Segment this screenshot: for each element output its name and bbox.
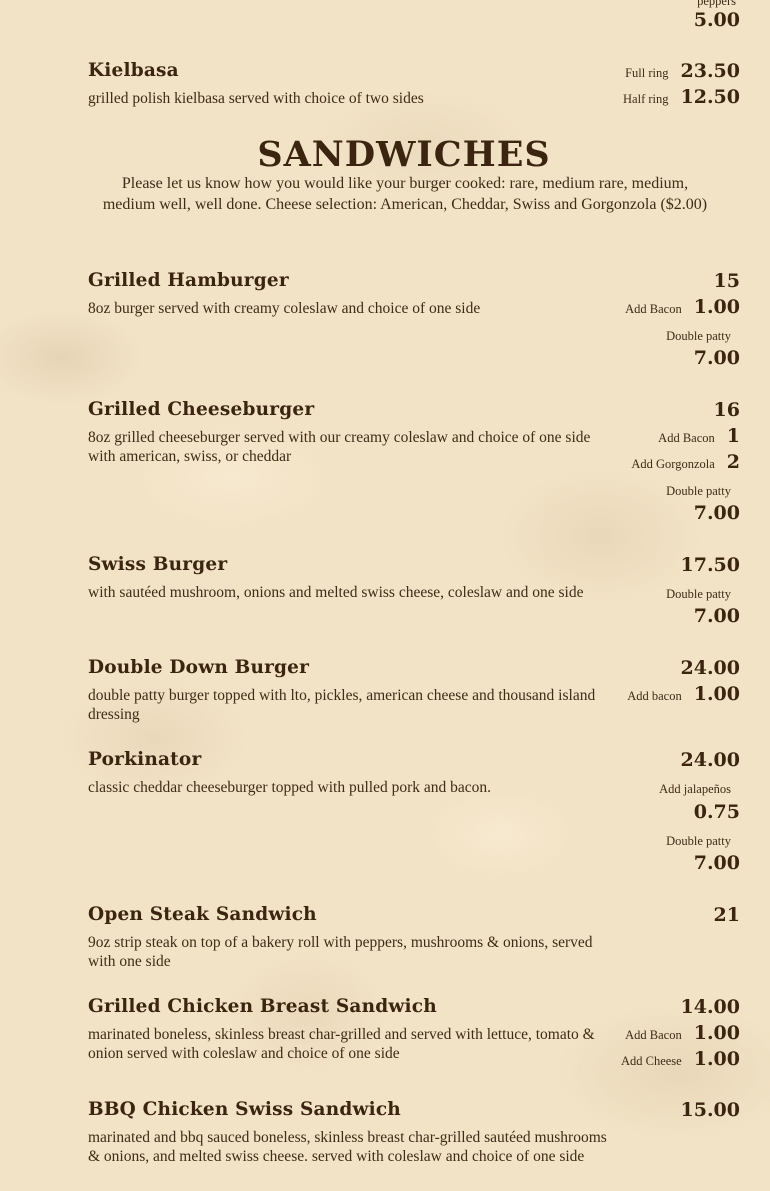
item-name: Grilled Hamburger	[88, 270, 289, 291]
item-name: Double Down Burger	[88, 657, 310, 678]
addon-label: Add Bacon	[658, 431, 715, 445]
item-price: 24.00	[680, 749, 740, 771]
item-desc: 8oz burger served with creamy coleslaw and choice of one side	[88, 300, 481, 317]
addon-price: 7.00	[693, 502, 740, 524]
addon-row	[621, 1048, 740, 1070]
item-name: Swiss Burger	[88, 554, 228, 575]
item-price: 17.50	[680, 554, 740, 576]
addon-row	[631, 451, 740, 473]
item-desc: marinated and bbq sauced boneless, skinless breast char-grilled sautéed mushrooms & onions, and melted swiss cheese. served with coleslaw and choice of one side	[88, 1129, 607, 1165]
addon-label: Add Cheese	[620, 1054, 682, 1068]
addon-label: Add jalapeños	[659, 782, 731, 796]
kielbasa-full-ring	[625, 60, 740, 82]
addon-label: Double patty	[666, 329, 731, 343]
item-name: Open Steak Sandwich	[88, 904, 317, 925]
addon-row	[625, 1022, 740, 1044]
item-price: 24.00	[680, 657, 740, 679]
item-price: 21	[713, 904, 740, 926]
addon-label: Double patty	[666, 834, 731, 848]
kielbasa-half-price: 12.50	[680, 86, 740, 108]
addon-label: Double patty	[666, 587, 731, 601]
item-desc: with sautéed mushroom, onions and melted swiss cheese, coleslaw and one side	[88, 584, 584, 601]
section-title: SANDWICHES	[257, 134, 551, 175]
item-price: 15	[713, 270, 740, 292]
addon-label: Add Bacon	[625, 1028, 682, 1042]
kielbasa-full-price: 23.50	[680, 60, 740, 82]
kielbasa-half-label: Half ring	[623, 92, 669, 106]
addon-row	[627, 683, 740, 705]
item-price: 14.00	[680, 996, 740, 1018]
kielbasa-half-ring	[623, 86, 740, 108]
item-desc: double patty burger topped with lto, pickles, american cheese and thousand island dressing	[88, 687, 596, 723]
peppers-label: peppers	[697, 0, 736, 8]
addon-label: Add Gorgonzola	[631, 457, 715, 471]
item-name: Porkinator	[88, 749, 202, 770]
addon-label: Add Bacon	[625, 302, 682, 316]
addon-label: Double patty	[666, 484, 731, 498]
addon-row	[625, 296, 740, 318]
kielbasa-full-label: Full ring	[625, 66, 669, 80]
item-price: 16	[713, 399, 740, 421]
item-desc: 8oz grilled cheeseburger served with our creamy coleslaw and choice of one side with american, swiss, or cheddar	[88, 429, 591, 465]
addon-label: Add bacon	[627, 689, 682, 703]
addon-price: 1.00	[693, 296, 740, 318]
addon-price: 7.00	[693, 852, 740, 874]
item-name: Grilled Cheeseburger	[88, 399, 315, 420]
addon-price: 1	[726, 425, 740, 447]
addon-price: 7.00	[693, 605, 740, 627]
section-note: Please let us know how you would like your burger cooked: rare, medium rare, medium, medium well, well done. Cheese selection: American, Cheddar, Swiss and Gorgonzola ($2.00)	[102, 175, 708, 213]
item-desc: marinated boneless, skinless breast char-grilled and served with lettuce, tomato & onion served with coleslaw and choice of one side	[88, 1026, 595, 1062]
item-name: Grilled Chicken Breast Sandwich	[88, 996, 437, 1017]
addon-price: 0.75	[693, 801, 740, 823]
addon-price: 1.00	[693, 1022, 740, 1044]
item-desc: classic cheddar cheeseburger topped with pulled pork and bacon.	[88, 779, 491, 796]
item-name: BBQ Chicken Swiss Sandwich	[88, 1099, 401, 1120]
addon-price: 7.00	[693, 347, 740, 369]
kielbasa-name: Kielbasa	[88, 60, 179, 81]
item-price: 15.00	[680, 1099, 740, 1121]
peppers-price: 5.00	[693, 9, 740, 31]
addon-price: 1.00	[693, 683, 740, 705]
item-desc: 9oz strip steak on top of a bakery roll with peppers, mushrooms & onions, served with one side	[88, 934, 593, 970]
addon-price: 1.00	[693, 1048, 740, 1070]
addon-row	[658, 425, 740, 447]
addon-price: 2	[726, 451, 740, 473]
kielbasa-desc: grilled polish kielbasa served with choice of two sides	[88, 90, 424, 107]
